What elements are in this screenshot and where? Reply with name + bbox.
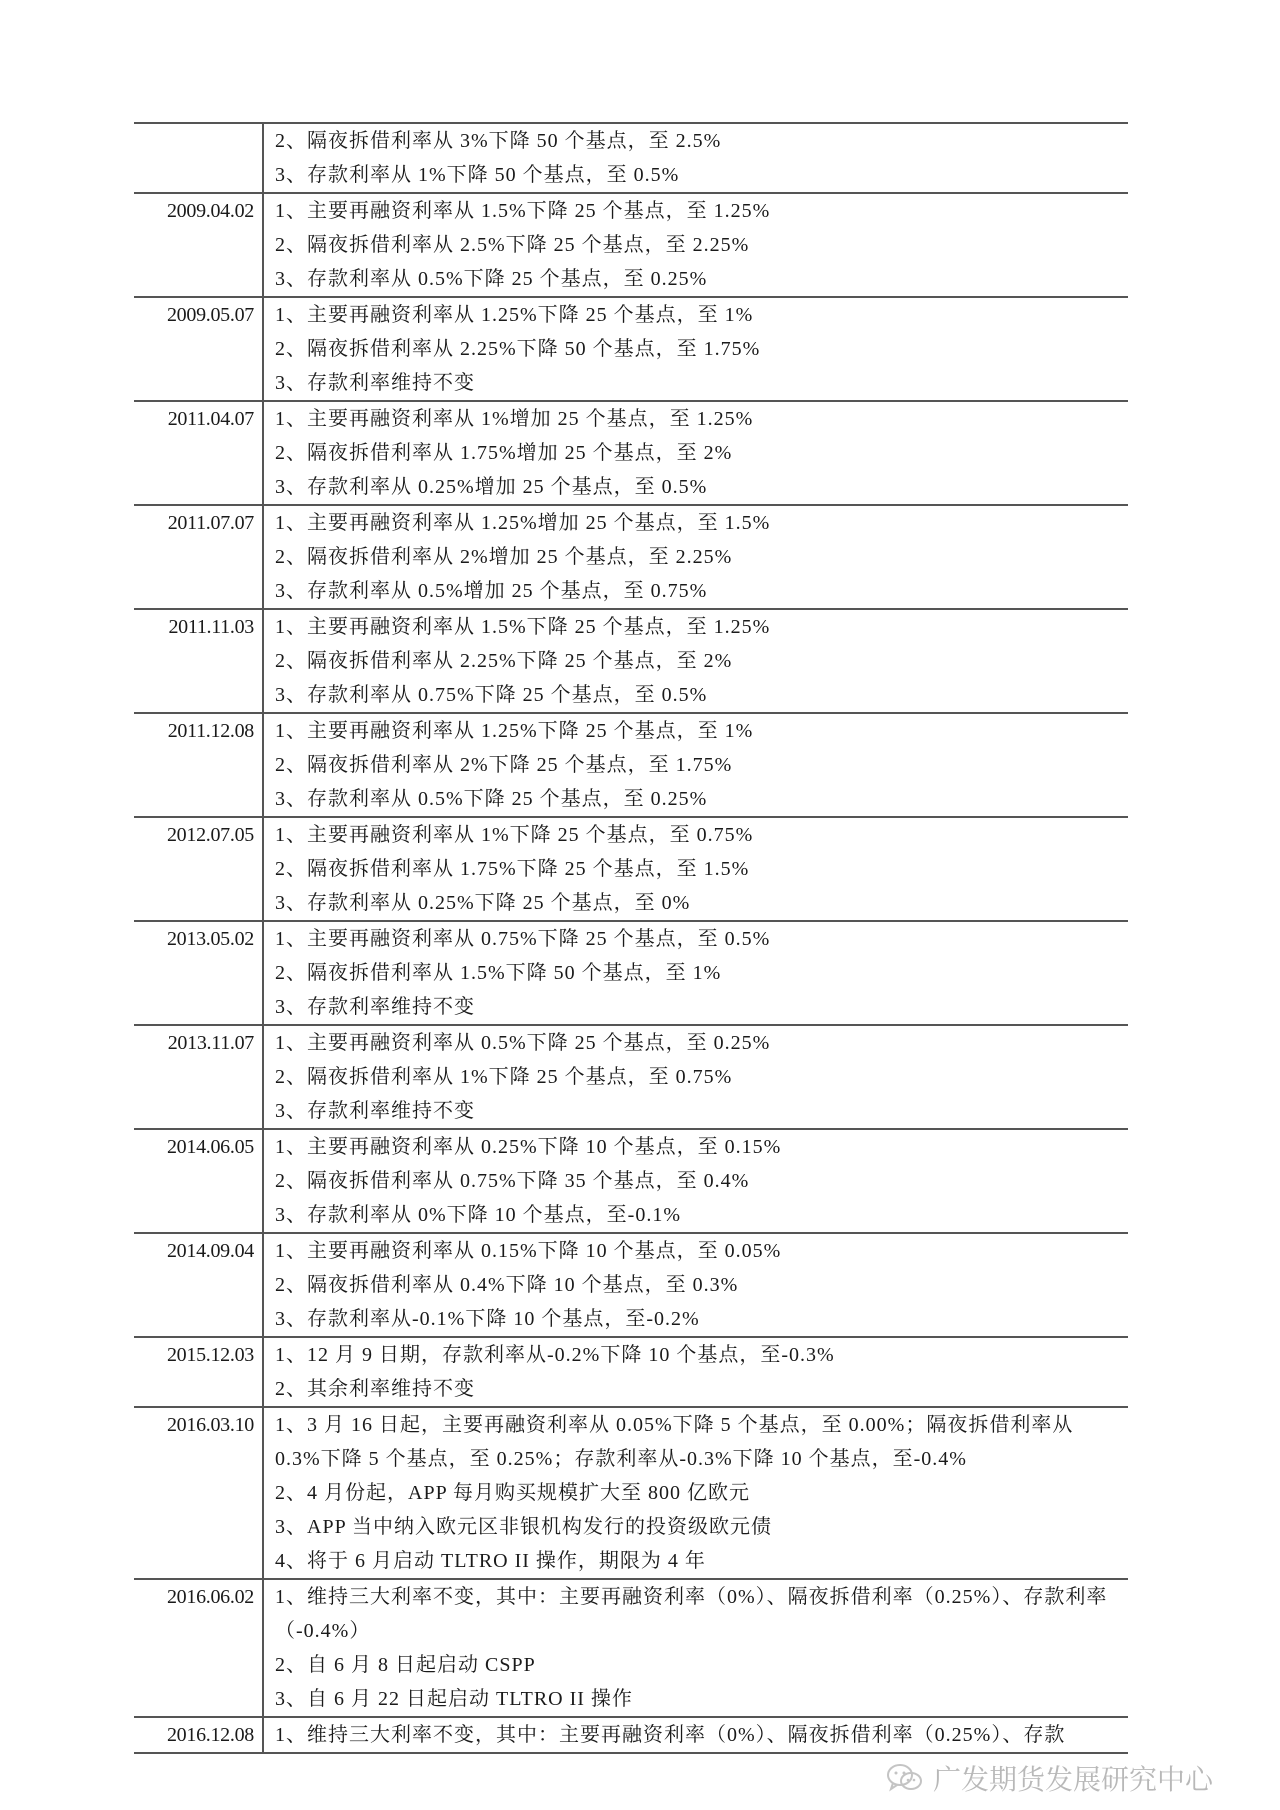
policy-item: 1、主要再融资利率从 0.5%下降 25 个基点，至 0.25% bbox=[275, 1032, 771, 1054]
policy-item: 3、存款利率从 0.5%下降 25 个基点，至 0.25% bbox=[275, 268, 708, 290]
policy-items-cell bbox=[263, 1579, 1128, 1717]
policy-item: 2、自 6 月 8 日起启动 CSPP bbox=[275, 1654, 536, 1676]
table-row bbox=[134, 1025, 1128, 1129]
policy-item: 2、隔夜拆借利率从 2%下降 25 个基点，至 1.75% bbox=[275, 754, 733, 776]
policy-item: 2、隔夜拆借利率从 1%下降 25 个基点，至 0.75% bbox=[275, 1066, 733, 1088]
date-cell: 2011.11.03 bbox=[134, 609, 263, 713]
policy-item: 1、主要再融资利率从 1%下降 25 个基点，至 0.75% bbox=[275, 824, 754, 846]
watermark-text: 广发期货发展研究中心 bbox=[933, 1763, 1214, 1796]
policy-item: 1、主要再融资利率从 0.15%下降 10 个基点，至 0.05% bbox=[275, 1240, 782, 1262]
table-row bbox=[134, 1717, 1128, 1753]
policy-item: 3、自 6 月 22 日起启动 TLTRO II 操作 bbox=[275, 1688, 633, 1710]
policy-item: 1、主要再融资利率从 1.25%下降 25 个基点，至 1% bbox=[275, 304, 754, 326]
policy-item: 1、主要再融资利率从 1.25%下降 25 个基点，至 1% bbox=[275, 720, 754, 742]
policy-item: 2、隔夜拆借利率从 1.5%下降 50 个基点，至 1% bbox=[275, 962, 722, 984]
policy-items-cell bbox=[263, 1407, 1128, 1579]
policy-items-cell bbox=[263, 713, 1128, 817]
table-row bbox=[134, 1129, 1128, 1233]
policy-items-cell bbox=[263, 1025, 1128, 1129]
wechat-icon bbox=[885, 1761, 925, 1795]
date-cell: 2016.12.08 bbox=[134, 1717, 263, 1753]
table-row bbox=[134, 297, 1128, 401]
policy-items-cell bbox=[263, 921, 1128, 1025]
date-cell: 2011.12.08 bbox=[134, 713, 263, 817]
policy-item: 3、存款利率从 0.25%增加 25 个基点，至 0.5% bbox=[275, 476, 708, 498]
policy-items-cell bbox=[263, 123, 1128, 193]
date-cell: 2015.12.03 bbox=[134, 1337, 263, 1407]
policy-item: 3、存款利率从 0.75%下降 25 个基点，至 0.5% bbox=[275, 684, 708, 706]
date-cell: 2011.07.07 bbox=[134, 505, 263, 609]
policy-item: 2、隔夜拆借利率从 2.25%下降 50 个基点，至 1.75% bbox=[275, 338, 761, 360]
policy-item: 2、隔夜拆借利率从 2.5%下降 25 个基点，至 2.25% bbox=[275, 234, 750, 256]
policy-item: 2、隔夜拆借利率从 2%增加 25 个基点，至 2.25% bbox=[275, 546, 733, 568]
policy-item: 3、存款利率维持不变 bbox=[275, 1100, 475, 1122]
table-row bbox=[134, 123, 1128, 193]
policy-item: 2、其余利率维持不变 bbox=[275, 1378, 475, 1400]
policy-items-cell bbox=[263, 401, 1128, 505]
table-row bbox=[134, 401, 1128, 505]
table-row bbox=[134, 1579, 1128, 1717]
date-cell: 2009.04.02 bbox=[134, 193, 263, 297]
policy-item: 2、隔夜拆借利率从 0.4%下降 10 个基点，至 0.3% bbox=[275, 1274, 739, 1296]
table-row bbox=[134, 1337, 1128, 1407]
policy-item: 3、存款利率从 0.5%增加 25 个基点，至 0.75% bbox=[275, 580, 708, 602]
table-row bbox=[134, 1407, 1128, 1579]
policy-item: 4、将于 6 月启动 TLTRO II 操作，期限为 4 年 bbox=[275, 1550, 706, 1572]
policy-item: 3、APP 当中纳入欧元区非银机构发行的投资级欧元债 bbox=[275, 1516, 772, 1538]
policy-items-cell bbox=[263, 193, 1128, 297]
table-body bbox=[134, 123, 1128, 1753]
table-row bbox=[134, 193, 1128, 297]
ecb-rate-decisions-table bbox=[134, 122, 1128, 1754]
policy-items-cell bbox=[263, 505, 1128, 609]
date-cell: 2009.05.07 bbox=[134, 297, 263, 401]
policy-items-cell bbox=[263, 297, 1128, 401]
policy-item: 3、存款利率维持不变 bbox=[275, 372, 475, 394]
policy-items-cell bbox=[263, 1233, 1128, 1337]
policy-item: 2、隔夜拆借利率从 2.25%下降 25 个基点，至 2% bbox=[275, 650, 733, 672]
policy-item: 3、存款利率从 1%下降 50 个基点，至 0.5% bbox=[275, 164, 680, 186]
policy-items-cell bbox=[263, 609, 1128, 713]
table-row bbox=[134, 1233, 1128, 1337]
policy-item: 1、维持三大利率不变，其中：主要再融资利率（0%）、隔夜拆借利率（0.25%）、存款 bbox=[275, 1724, 1066, 1746]
policy-item: 1、12 月 9 日期，存款利率从-0.2%下降 10 个基点，至-0.3% bbox=[275, 1344, 835, 1366]
policy-item: 1、主要再融资利率从 0.75%下降 25 个基点，至 0.5% bbox=[275, 928, 771, 950]
policy-item: 2、隔夜拆借利率从 1.75%下降 25 个基点，至 1.5% bbox=[275, 858, 750, 880]
policy-item: 1、主要再融资利率从 1.5%下降 25 个基点，至 1.25% bbox=[275, 200, 771, 222]
table-row bbox=[134, 609, 1128, 713]
policy-item: 3、存款利率维持不变 bbox=[275, 996, 475, 1018]
date-cell: 2011.04.07 bbox=[134, 401, 263, 505]
date-cell: 2012.07.05 bbox=[134, 817, 263, 921]
policy-item: 3、存款利率从 0.5%下降 25 个基点，至 0.25% bbox=[275, 788, 708, 810]
policy-item: 1、维持三大利率不变，其中：主要再融资利率（0%）、隔夜拆借利率（0.25%）、存款利率（-0.4%） bbox=[275, 1586, 1108, 1642]
date-cell: 2013.11.07 bbox=[134, 1025, 263, 1129]
policy-item: 1、主要再融资利率从 1.25%增加 25 个基点，至 1.5% bbox=[275, 512, 771, 534]
policy-items-cell bbox=[263, 1337, 1128, 1407]
table-row bbox=[134, 713, 1128, 817]
policy-items-cell bbox=[263, 1129, 1128, 1233]
date-cell: 2014.09.04 bbox=[134, 1233, 263, 1337]
policy-item: 2、隔夜拆借利率从 3%下降 50 个基点，至 2.5% bbox=[275, 130, 722, 152]
policy-items-cell bbox=[263, 1717, 1128, 1753]
date-cell: 2014.06.05 bbox=[134, 1129, 263, 1233]
table-row bbox=[134, 817, 1128, 921]
watermark bbox=[885, 1758, 1213, 1798]
date-cell: 2016.03.10 bbox=[134, 1407, 263, 1579]
policy-item: 1、主要再融资利率从 1%增加 25 个基点，至 1.25% bbox=[275, 408, 754, 430]
policy-item: 3、存款利率从 0%下降 10 个基点，至-0.1% bbox=[275, 1204, 681, 1226]
date-cell bbox=[134, 123, 263, 193]
policy-item: 1、主要再融资利率从 1.5%下降 25 个基点，至 1.25% bbox=[275, 616, 771, 638]
policy-items-cell bbox=[263, 817, 1128, 921]
policy-item: 3、存款利率从 0.25%下降 25 个基点，至 0% bbox=[275, 892, 691, 914]
table-row bbox=[134, 921, 1128, 1025]
policy-item: 3、存款利率从-0.1%下降 10 个基点，至-0.2% bbox=[275, 1308, 700, 1330]
policy-item: 1、3 月 16 日起，主要再融资利率从 0.05%下降 5 个基点，至 0.00%；隔夜拆借利率从 0.3%下降 5 个基点，至 0.25%；存款利率从-0.3%下降 10 个基点，至-0.4% bbox=[275, 1414, 1074, 1470]
table-row bbox=[134, 505, 1128, 609]
policy-item: 1、主要再融资利率从 0.25%下降 10 个基点，至 0.15% bbox=[275, 1136, 782, 1158]
date-cell: 2016.06.02 bbox=[134, 1579, 263, 1717]
policy-item: 2、4 月份起，APP 每月购买规模扩大至 800 亿欧元 bbox=[275, 1482, 750, 1504]
policy-item: 2、隔夜拆借利率从 0.75%下降 35 个基点，至 0.4% bbox=[275, 1170, 750, 1192]
date-cell: 2013.05.02 bbox=[134, 921, 263, 1025]
policy-item: 2、隔夜拆借利率从 1.75%增加 25 个基点，至 2% bbox=[275, 442, 733, 464]
